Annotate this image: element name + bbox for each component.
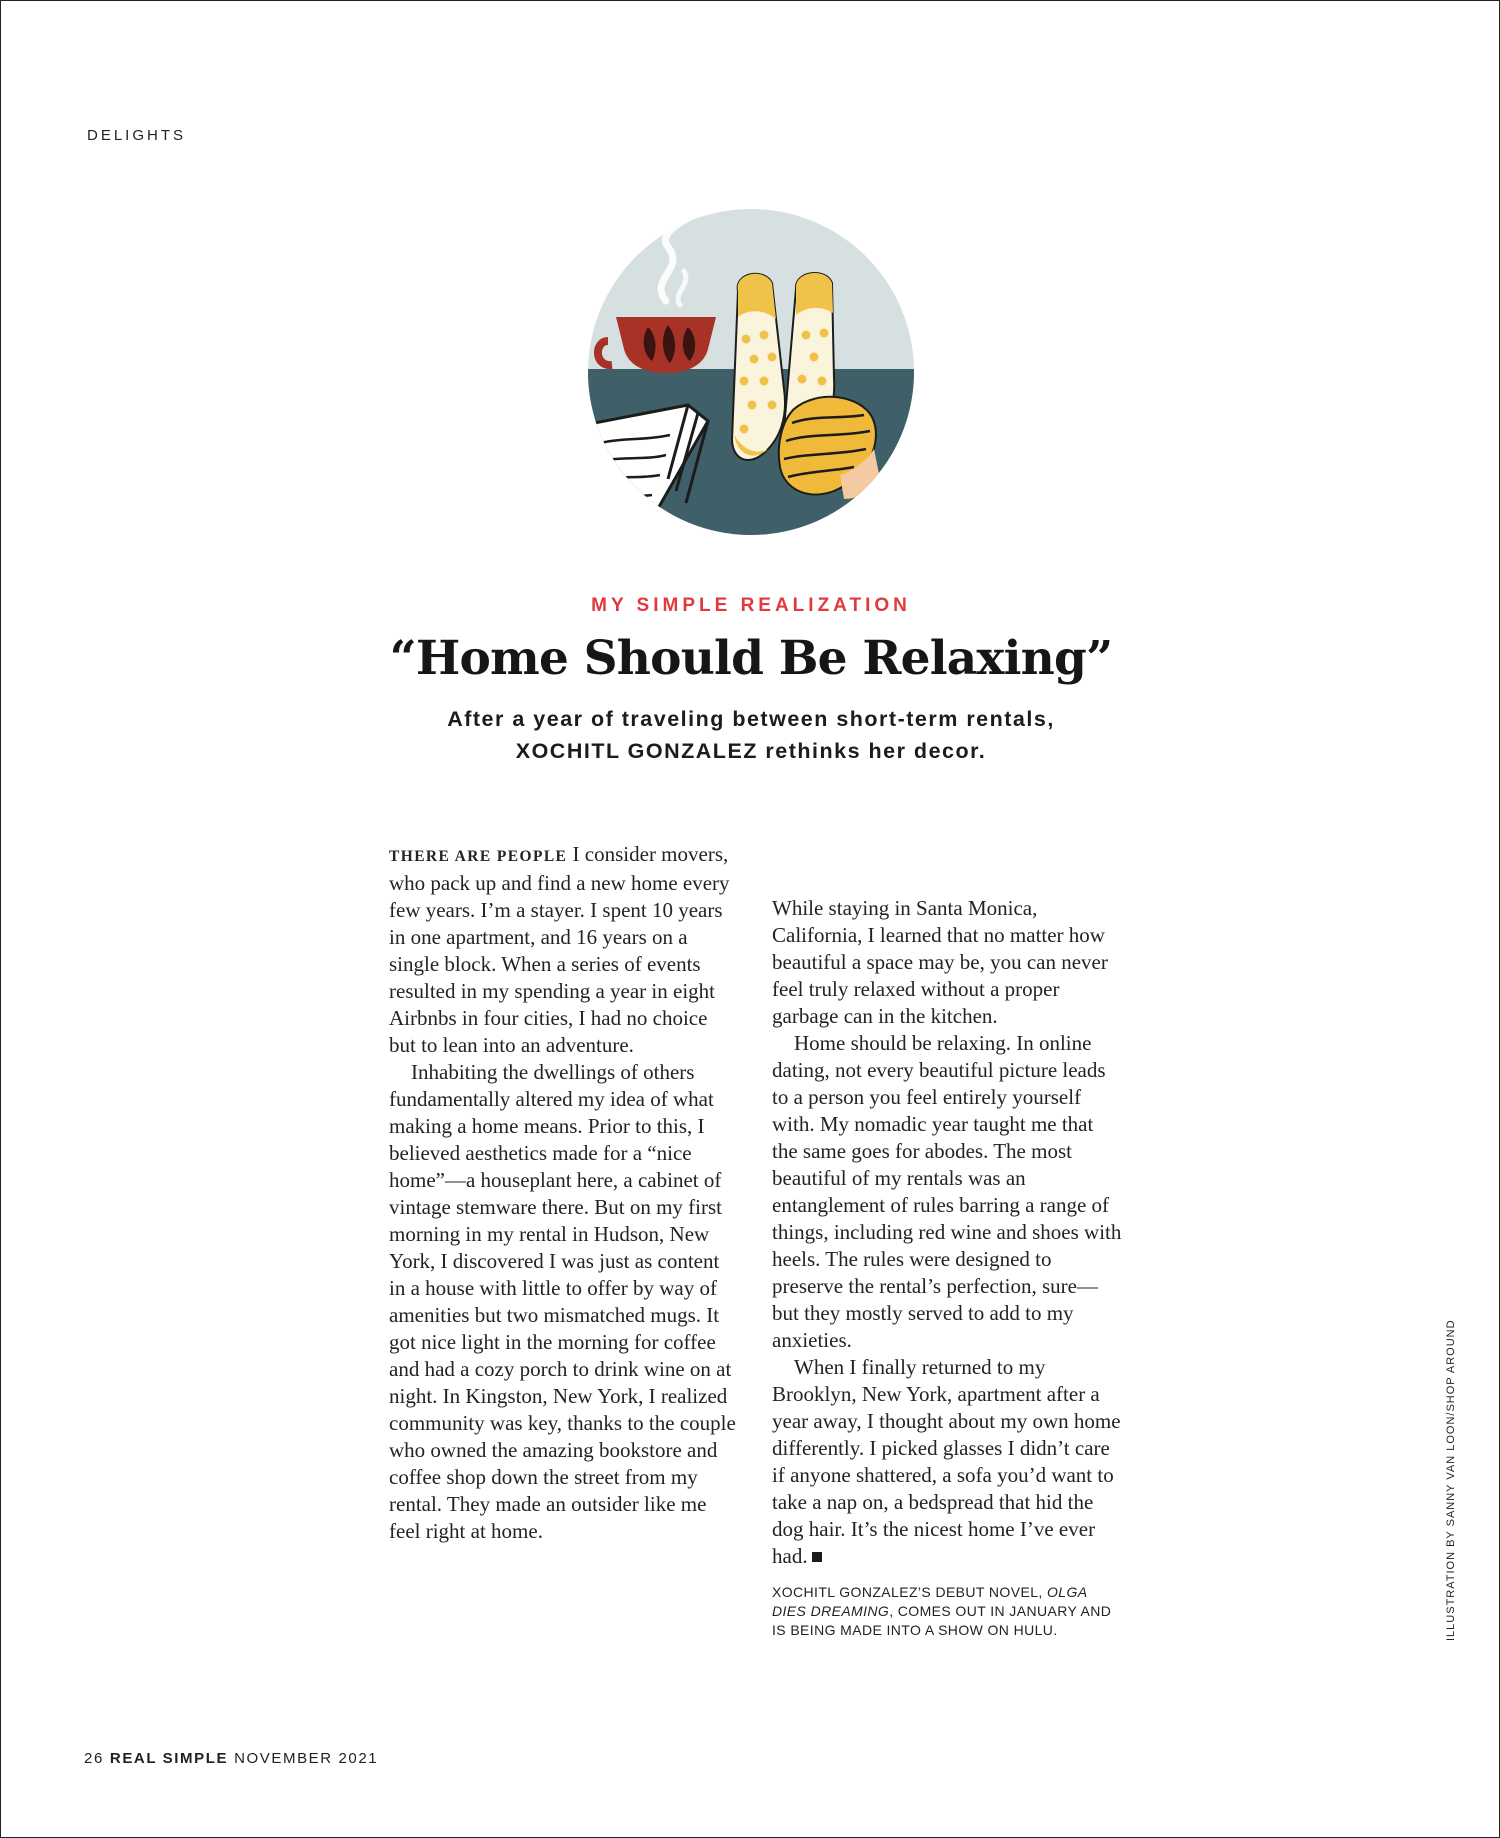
magazine-name: REAL SIMPLE [109, 1750, 229, 1767]
bio-text-start: XOCHITL GONZALEZ’S DEBUT NOVEL, [772, 1584, 1047, 1600]
book-title: OLGA DIES DREAMING [772, 1584, 1087, 1619]
body-paragraph-4: Home should be relaxing. In online dating, not every beautiful picture leads to a person you feel entirely yourself with. My nomadic year taught me that the same goes for abodes. The most beautiful of my rentals was an entanglement of rules barring a range of things, including red wine and shoes with heels. The rules were designed to preserve the rental’s perfection, sure—but they mostly served to add to my anxieties. [772, 1031, 1122, 1352]
body-column-left [389, 841, 739, 1545]
section-label: DELIGHTS [87, 127, 187, 144]
body-paragraph-3: While staying in Santa Monica, California, I learned that no matter how beautiful a space may be, you can never feel truly relaxed without a proper garbage can in the kitchen. [772, 896, 1108, 1028]
bio-text-end: , COMES OUT IN JANUARY AND IS BEING MADE INTO A SHOW ON HULU. [772, 1603, 1112, 1638]
article-headline: “Home Should Be Relaxing” [389, 631, 1113, 686]
author-bio [772, 1583, 1122, 1640]
body-paragraph-5 [772, 1354, 1122, 1570]
lead-in: THERE ARE PEOPLE [389, 848, 568, 865]
page-footer [84, 1750, 378, 1767]
article-dek [331, 703, 1171, 767]
body-column-right [772, 895, 1122, 1570]
striped-slipper-icon [779, 397, 880, 499]
illustration-credit: ILLUSTRATION BY SANNY VAN LOON/SHOP AROUND [1445, 1319, 1457, 1641]
body-paragraph-1 [389, 841, 739, 1059]
paragraph-text: I consider movers, who pack up and find a new home every few years. I’m a stayer. I spent 10 years in one apartment, and 16 years on a single block. When a series of events resulted in my spending a year in eight Airbnbs in four cities, I had no choice but to lean into an adventure. [389, 842, 730, 1057]
page-number: 26 [84, 1750, 104, 1767]
cozy-socks-coffee-book-illustration [588, 209, 914, 535]
end-mark-icon [812, 1552, 822, 1562]
dek-line-1: After a year of traveling between short-term rentals, [447, 707, 1055, 731]
issue-date: NOVEMBER 2021 [234, 1750, 379, 1767]
body-paragraph-2: Inhabiting the dwellings of others fundamentally altered my idea of what making a home means. Prior to this, I believed aesthetics made for a “nice home”—a houseplant here, a cabinet of vintage stemware there. But on my first morning in my rental in Hudson, New York, I discovered I was just as content in a house with little to offer by way of amenities but two mismatched mugs. It got nice light in the morning for coffee and had a cozy porch to drink wine on at night. In Kingston, New York, I realized community was key, thanks to the couple who owned the amazing bookstore and coffee shop down the street from my rental. They made an outsider like me feel right at home. [389, 1060, 736, 1543]
article-kicker: MY SIMPLE REALIZATION [591, 595, 911, 616]
paragraph-text: When I finally returned to my Brooklyn, New York, apartment after a year away, I thought about my own home differently. I picked glasses I didn’t care if anyone shattered, a sofa you’d want to take a nap on, a bedspread that hid the dog hair. It’s the nicest home I’ve ever had. [772, 1355, 1121, 1568]
dek-line-2: XOCHITL GONZALEZ rethinks her decor. [515, 739, 987, 763]
